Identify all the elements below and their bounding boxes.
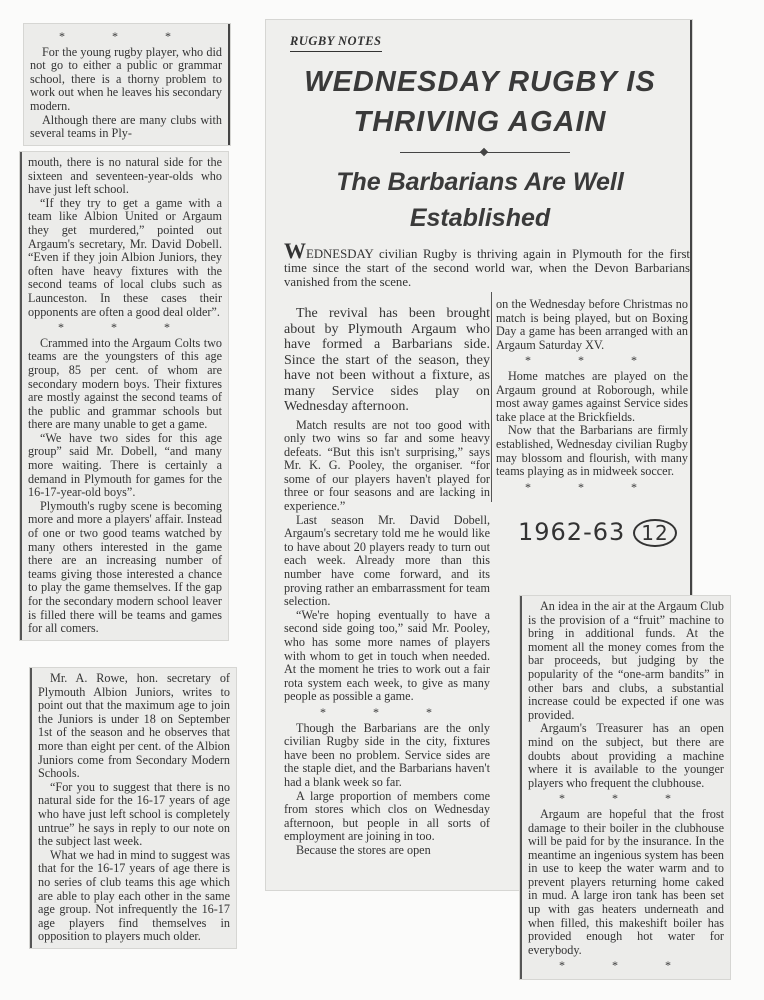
paragraph: Last season Mr. David Dobell, Argaum's secretary told me he would like to have about 20 players ready to turn out each week. Already more than this number have come forward, and its proving rather an embarrassment for team selection. [284,512,490,609]
paragraph: Mr. A. Rowe, hon. secretary of Plymouth Albion Juniors, writes to point out that the maximum age to join the Juniors is under 18 on September 1st of the season and he observes that more than eight per cent. of the Albion Juniors come from Secondary Modern Schools. [38,671,230,781]
article-kicker: RUGBY NOTES [290,34,382,52]
handwritten-season-note [518,518,677,547]
paragraph: For the young rugby player, who did not go to either a public or grammar school, there is a thorny problem to work out when he leaves his secondary modern. [30,44,222,113]
paragraph: Though the Barbarians are the only civilian Rugby side in the city, fixtures have been no problem. Service sides are the staple diet, and the Barbarians haven't had a blank week so far. [284,720,490,789]
clipping-argaum-club-news [520,596,730,979]
circled-page-number: 12 [633,519,676,547]
section-divider-stars: * * * [525,353,659,368]
paragraph: Crammed into the Argaum Colts two teams are the youngsters of this age group, 85 per cent. of whom are secondary modern boys. Their fixtures are mostly against the second teams of the public and grammar schools but there are many unable to get a game. [28,335,222,432]
paragraph: Now that the Barbarians are firmly established, Wednesday civilian Rugby may blossom and flourish, with many teams playing as in midweek soccer. [496,423,688,479]
paragraph: Argaum are hopeful that the frost damage to their boiler in the clubhouse will be paid for by the insurance. In the meantime an ingenious system has been in use to keep the water warm and to prevent players returning home caked in mud. A large iron tank has been set up with gas heaters underneath and when filled, this makeshift boiler has provided enough hot water for everybody. [528,806,724,957]
paragraph: An idea in the air at the Argaum Club is the provision of a “fruit” machine to bring in additional funds. At the moment all the money comes from the bar proceeds, but judging by the popularity of the “one-arm bandits” in other bars and clubs, a substantial increase could be expected if one was provided. [528,599,724,722]
lead-text: EDNESDAY civilian Rugby is thriving again in Plymouth for the first time since the start of the second world war, when the Devon Barbarians vanished from the scene. [284,247,690,289]
paragraph: What we had in mind to suggest was that for the 16-17 years of age there is no series of club teams this age which are able to play each other in the same age group. Not infrequently the 16-17 age players find themselves in opposition to players much older. [38,847,230,944]
paragraph: on the Wednesday before Christmas no match is being played, but on Boxing Day a game has been arranged with an Argaum Saturday XV. [496,297,688,352]
paragraph: A large proportion of members come from stores which clos on Wednesday afternoon, but people in all sorts of employment are joining in too. [284,788,490,844]
paragraph: Plymouth's rugby scene is becoming more and more a players' affair. Instead of one or two good teams watched by many others interested in the game there are an increasing number of teams giving those interested a chance to play the game themselves. If the gap for the secondary modern school leaver is filled there will be teams and games for all comers. [28,498,222,636]
article-subheadline: The Barbarians Are Well Established [336,168,624,232]
section-divider-stars: * * * [58,320,192,335]
article-headline: WEDNESDAY RUGBY IS THRIVING AGAIN [304,66,656,138]
article-left-column [284,306,490,858]
clipping-young-rugby-player [24,24,230,145]
paragraph: Because the stores are open [296,842,431,857]
paragraph: “If they try to get a game with a team like Albion United or Argaum they get murdered,” pointed out Argaum's secretary, Mr. David Dobell. “Even if they join Albion Juniors, they often have heavy fixtures with the second teams of local clubs such as Launceston. In these cases their opponents are often a good deal older”. [28,195,222,319]
intro-paragraph: The revival has been brought about by Plymouth Argaum who have formed a Barbarians side. Since the start of the season, they have not been without a fixture, as many Service sides play on Wednesday afternoon. [284,306,490,414]
column-divider [491,292,492,502]
paragraph: mouth, there is no natural side for the sixteen and seventeen-year-olds who have just left school. [28,155,222,197]
paragraph: “We're hoping eventually to have a second side going too,” said Mr. Pooley, who has some more names of players with whom to get in touch when needed. At the moment he tries to work out a fair rota system each week, to give as many people as possible a game. [284,607,490,704]
paragraph: Argaum's Treasurer has an open mind on the subject, but there are doubts about providing a machine where it is available to the younger players who frequent the clubhouse. [528,721,724,790]
section-divider-stars: * * * [525,479,659,494]
season-label: 1962-63 [518,518,626,546]
article-lead [284,238,690,289]
paragraph: “For you to suggest that there is no natural side for the 16-17 years of age who have just left school is completely untrue” he says in reply to our note on the subject last week. [38,779,230,849]
clipping-natural-side [20,152,228,640]
clipping-albion-juniors-letter [30,668,236,948]
paragraph: “We have two sides for this age group” said Mr. Dobell, “and many more waiting. There is certainly a demand in Plymouth for games for the 16-17-year-old boys”. [28,430,222,500]
section-divider-stars: * * * [559,791,693,806]
paragraph: Home matches are played on the Argaum ground at Roborough, while most away games against Service sides take place at the Brickfields. [496,368,688,424]
article-right-column [496,298,688,496]
section-divider-stars: * * * [59,29,193,43]
section-divider-stars: * * * [320,704,454,719]
paragraph: Match results are not too good with only two wins so far and some heavy defeats. “But this isn't surprising,” says Mr. K. G. Pooley, the organiser. “for some of our players haven't played for three or four seasons and are lacking in experience.” [284,417,490,514]
drop-cap: W [284,238,306,263]
section-divider-stars: * * * [559,958,693,973]
paragraph: Although there are many clubs with several teams in Ply- [30,112,222,141]
